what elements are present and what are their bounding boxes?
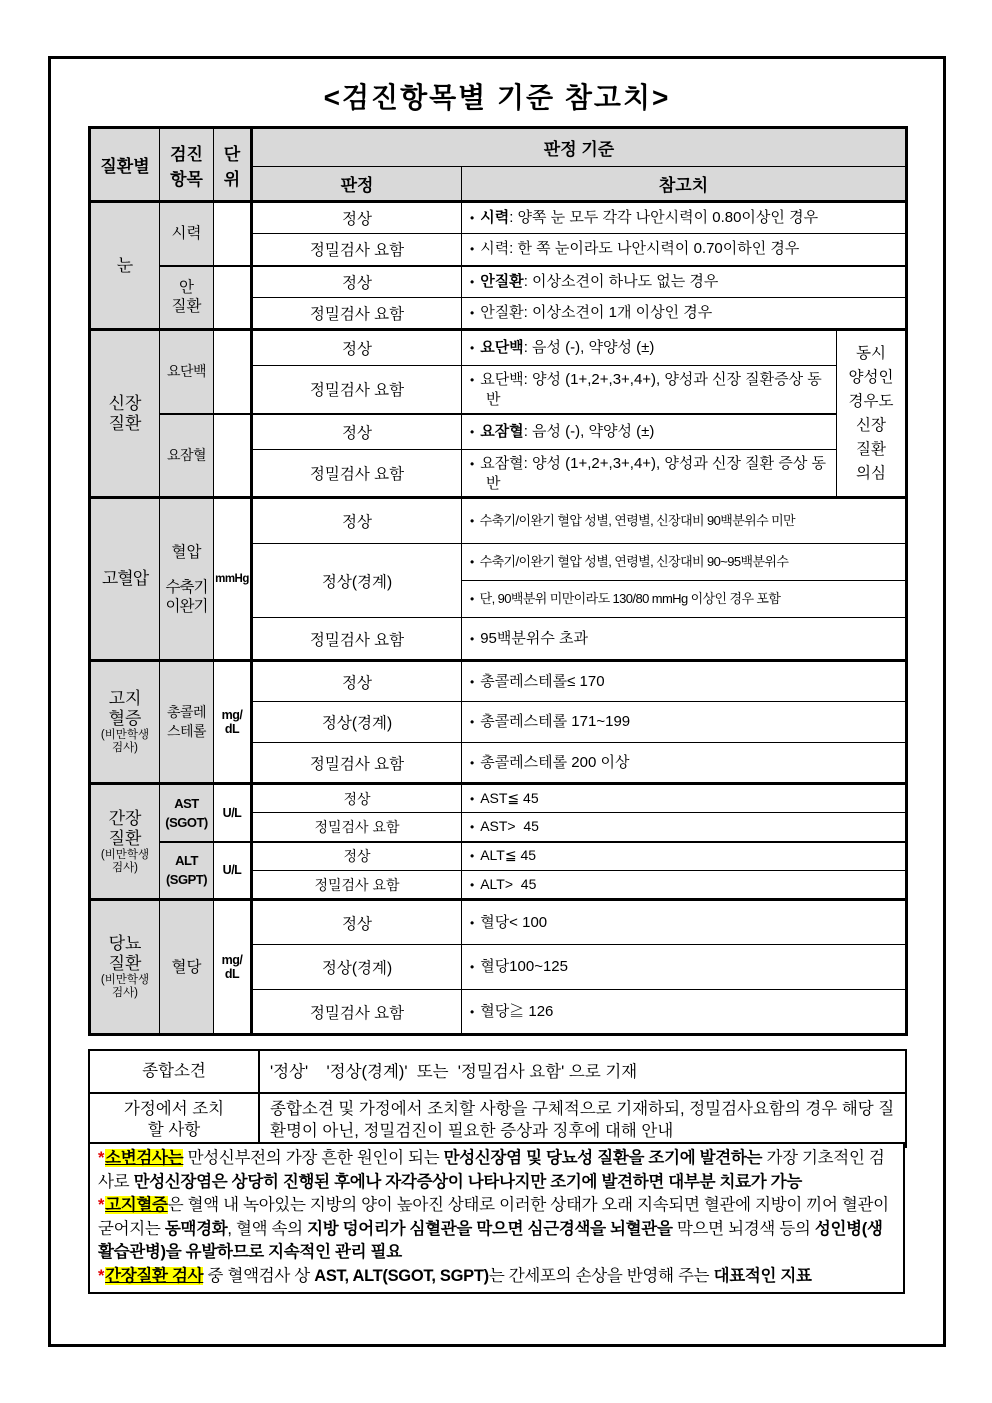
unit-cell-ul: U/L	[214, 784, 252, 842]
judgment-cell: 정상	[252, 661, 462, 702]
bullet-icon: •	[470, 791, 475, 806]
table-row	[90, 266, 907, 298]
footnote	[98, 1194, 895, 1265]
unit-cell-ul: U/L	[214, 842, 252, 900]
judgment-cell: 정상	[252, 498, 462, 544]
reference-cell: • 총콜레스테롤 171~199	[462, 702, 907, 743]
judgment-cell: 정상	[252, 900, 462, 945]
footnote-text: 만성신부전의 가장 흔한 원인이 되는	[183, 1149, 444, 1167]
bullet-icon: •	[470, 849, 475, 864]
bullet-icon: •	[470, 960, 475, 974]
reference-cell: • 수축기/이완기 혈압 성별, 연령별, 신장대비 90백분위수 미만	[462, 498, 907, 544]
judgment-cell: 정밀검사 요함	[252, 813, 462, 842]
judgment-cell: 정상	[252, 330, 462, 366]
reference-cell: • AST≦ 45	[462, 784, 907, 813]
highlighted-term: 간장질환 검사	[105, 1266, 204, 1285]
footnote-text: 만성신장염 및 당뇨성 질환을 조기에 발견하는	[443, 1149, 763, 1167]
bullet-icon: •	[470, 915, 475, 930]
reference-cell: • 혈당< 100	[462, 900, 907, 945]
bullet-icon: •	[470, 242, 475, 257]
exam-cell-glucose: 혈당	[160, 900, 214, 1035]
footnote-text: , 혈액 속의	[227, 1219, 308, 1238]
judgment-cell: 정상(경계)	[252, 702, 462, 743]
unit-cell-mmhg: mmHg	[214, 498, 252, 661]
table-row	[90, 784, 907, 813]
footnote-text: 만성신장염은 상당히 진행된 후에나 자각증상이 나타나지만 조기에 발견하면 대부분 치료가 가능	[133, 1172, 802, 1191]
footnote-text: 동맥경화	[164, 1219, 228, 1238]
exam-cell-urine-protein: 요단백	[160, 330, 214, 414]
reference-cell: • 요단백: 양성 (1+,2+,3+,4+), 양성과 신장 질환증상 동반	[462, 366, 837, 414]
exam-cell-blood-pressure: 혈압 수축기 이완기	[160, 498, 214, 661]
summary-row-home-care	[89, 1093, 906, 1147]
disease-cell-kidney: 신장 질환	[90, 330, 160, 498]
exam-cell-urine-blood: 요잠혈	[160, 414, 214, 498]
table-row	[90, 498, 907, 544]
judgment-cell: 정밀검사 요함	[252, 743, 462, 784]
unit-cell	[214, 330, 252, 414]
judgment-cell: 정밀검사 요함	[252, 871, 462, 900]
footnote-star-marker: *	[98, 1149, 105, 1167]
side-note-cell: 동시 양성인 경우도 신장 질환 의심	[837, 330, 907, 498]
judgment-cell: 정밀검사 요함	[252, 618, 462, 661]
bullet-icon: •	[470, 372, 475, 387]
footnote	[98, 1265, 895, 1289]
unit-cell	[214, 266, 252, 330]
table-row	[90, 661, 907, 702]
exam-cell-alt: ALT (SGPT)	[160, 842, 214, 900]
bullet-icon: •	[470, 341, 475, 355]
header-judgment: 판정	[252, 167, 462, 202]
reference-cell: • 혈당≧ 126	[462, 990, 907, 1035]
bullet-icon: •	[470, 514, 474, 528]
footnote-text: 막으면 뇌경색 등의	[672, 1219, 815, 1238]
reference-cell: • 안질환: 이상소견이 1개 이상인 경우	[462, 298, 907, 330]
exam-cell-eye-disease: 안 질환	[160, 266, 214, 330]
judgment-cell: 정상	[252, 266, 462, 298]
judgment-cell: 정밀검사 요함	[252, 298, 462, 330]
judgment-cell: 정상	[252, 784, 462, 813]
judgment-cell: 정밀검사 요함	[252, 366, 462, 414]
disease-cell-liver: 간장 질환 (비만학생 검사)	[90, 784, 160, 900]
judgment-cell: 정상	[252, 414, 462, 450]
table-row	[90, 202, 907, 234]
disease-cell-hypertension: 고혈압	[90, 498, 160, 661]
judgment-cell: 정상(경계)	[252, 544, 462, 618]
highlighted-term: 소변검사는	[105, 1149, 184, 1167]
reference-cell: • ALT> 45	[462, 871, 907, 900]
exam-cell-vision: 시력	[160, 202, 214, 266]
reference-cell: • 요잠혈: 양성 (1+,2+,3+,4+), 양성과 신장 질환 증상 동반	[462, 450, 837, 498]
bullet-icon: •	[470, 555, 474, 569]
page-title: <검진항목별 기준 참고치>	[323, 82, 671, 113]
document-border	[48, 56, 946, 1347]
unit-cell	[214, 202, 252, 266]
bullet-icon: •	[470, 424, 475, 439]
bullet-icon: •	[470, 755, 475, 770]
judgment-cell: 정밀검사 요함	[252, 450, 462, 498]
reference-cell: • 총콜레스테롤 200 이상	[462, 743, 907, 784]
table-row	[90, 330, 907, 366]
table-row	[90, 842, 907, 871]
judgment-cell: 정밀검사 요함	[252, 234, 462, 266]
summary-table	[88, 1049, 907, 1148]
bullet-icon: •	[470, 631, 475, 646]
footnote-text: AST, ALT(SGOT, SGPT)	[314, 1266, 489, 1285]
criteria-table	[88, 126, 908, 1036]
bullet-icon: •	[470, 715, 475, 729]
reference-cell: • 혈당100~125	[462, 945, 907, 990]
reference-cell: • 총콜레스테롤≤ 170	[462, 661, 907, 702]
summary-content-opinion: '정상' '정상(경계)' 또는 '정밀검사 요함' 으로 기재	[259, 1050, 906, 1093]
header-disease: 질환별	[90, 128, 160, 202]
exam-cell-ast: AST (SGOT)	[160, 784, 214, 842]
footnote-star-marker: *	[98, 1196, 105, 1214]
reference-cell: • 수축기/이완기 혈압 성별, 연령별, 신장대비 90~95백분위수	[462, 544, 907, 581]
bullet-icon: •	[470, 877, 475, 892]
footnote-text: 은 혈액 내 녹아있는 지방의 양이 높아진 상태로 이러한 상태가 오래 지속되면 혈관에 지방이 끼어 혈관이 굳어지는	[98, 1196, 889, 1238]
bullet-icon: •	[470, 819, 475, 834]
reference-cell: • AST> 45	[462, 813, 907, 842]
footnote-text: 성인병(생활습관병)을 유발하므로 지속적인 관리 필요	[98, 1219, 883, 1261]
summary-row-opinion	[89, 1050, 906, 1093]
footnote-text: 가장 기초적인 검사로	[98, 1149, 885, 1191]
disease-cell-diabetes: 당뇨 질환 (비만학생 검사)	[90, 900, 160, 1035]
bullet-icon: •	[470, 274, 475, 289]
unit-cell-mgdl: mg/ dL	[214, 661, 252, 784]
header-reference: 참고치	[462, 167, 907, 202]
bullet-icon: •	[470, 456, 475, 471]
footnote	[98, 1147, 895, 1194]
header-unit: 단 위	[214, 128, 252, 202]
bullet-icon: •	[470, 211, 475, 225]
reference-cell: • 단, 90백분위 미만이라도 130/80 mmHg 이상인 경우 포함	[462, 581, 907, 618]
reference-cell: • 시력: 양쪽 눈 모두 각각 나안시력이 0.80이상인 경우	[462, 202, 907, 234]
bullet-icon: •	[470, 674, 475, 689]
footnotes-box	[88, 1142, 905, 1294]
footnote-text: 지방 덩어리가 심혈관을 막으면 심근경색을 뇌혈관을	[307, 1219, 673, 1238]
reference-cell: • 요잠혈: 음성 (-), 약양성 (±)	[462, 414, 837, 450]
unit-cell	[214, 414, 252, 498]
judgment-cell: 정상	[252, 202, 462, 234]
table-row	[90, 414, 907, 450]
reference-cell: • ALT≦ 45	[462, 842, 907, 871]
summary-content-home-care: 종합소견 및 가정에서 조치할 사항을 구체적으로 기재하되, 정밀검사요함의 경우 해당 질환명이 아닌, 정밀검진이 필요한 증상과 징후에 대해 안내	[259, 1093, 906, 1147]
reference-cell: • 시력: 한 쪽 눈이라도 나안시력이 0.70이하인 경우	[462, 234, 907, 266]
header-criteria: 판정 기준	[252, 128, 907, 167]
summary-label-home-care: 가정에서 조치 할 사항	[89, 1093, 259, 1147]
header-exam: 검진 항목	[160, 128, 214, 202]
footnote-text: 대표적인 지표	[713, 1266, 812, 1285]
footnote-text: 는 간세포의 손상을 반영해 주는	[488, 1266, 714, 1285]
reference-cell: • 요단백: 음성 (-), 약양성 (±)	[462, 330, 837, 366]
reference-cell: • 95백분위수 초과	[462, 618, 907, 661]
judgment-cell: 정상	[252, 842, 462, 871]
summary-label-opinion: 종합소견	[89, 1050, 259, 1093]
table-header-row	[90, 128, 907, 167]
judgment-cell: 정밀검사 요함	[252, 990, 462, 1035]
bullet-icon: •	[470, 306, 475, 320]
footnote-text: 중 혈액검사 상	[203, 1266, 315, 1285]
table-row	[90, 900, 907, 945]
bullet-icon: •	[470, 1004, 475, 1019]
disease-cell-hyperlipidemia: 고지 혈증 (비만학생 검사)	[90, 661, 160, 784]
bullet-icon: •	[470, 592, 474, 606]
exam-cell-cholesterol: 총콜레 스테롤	[160, 661, 214, 784]
highlighted-term: 고지혈증	[105, 1196, 168, 1214]
unit-cell-mgdl: mg/ dL	[214, 900, 252, 1035]
footnote-star-marker: *	[98, 1266, 105, 1285]
disease-cell-eye: 눈	[90, 202, 160, 330]
reference-cell: • 안질환: 이상소견이 하나도 없는 경우	[462, 266, 907, 298]
judgment-cell: 정상(경계)	[252, 945, 462, 990]
